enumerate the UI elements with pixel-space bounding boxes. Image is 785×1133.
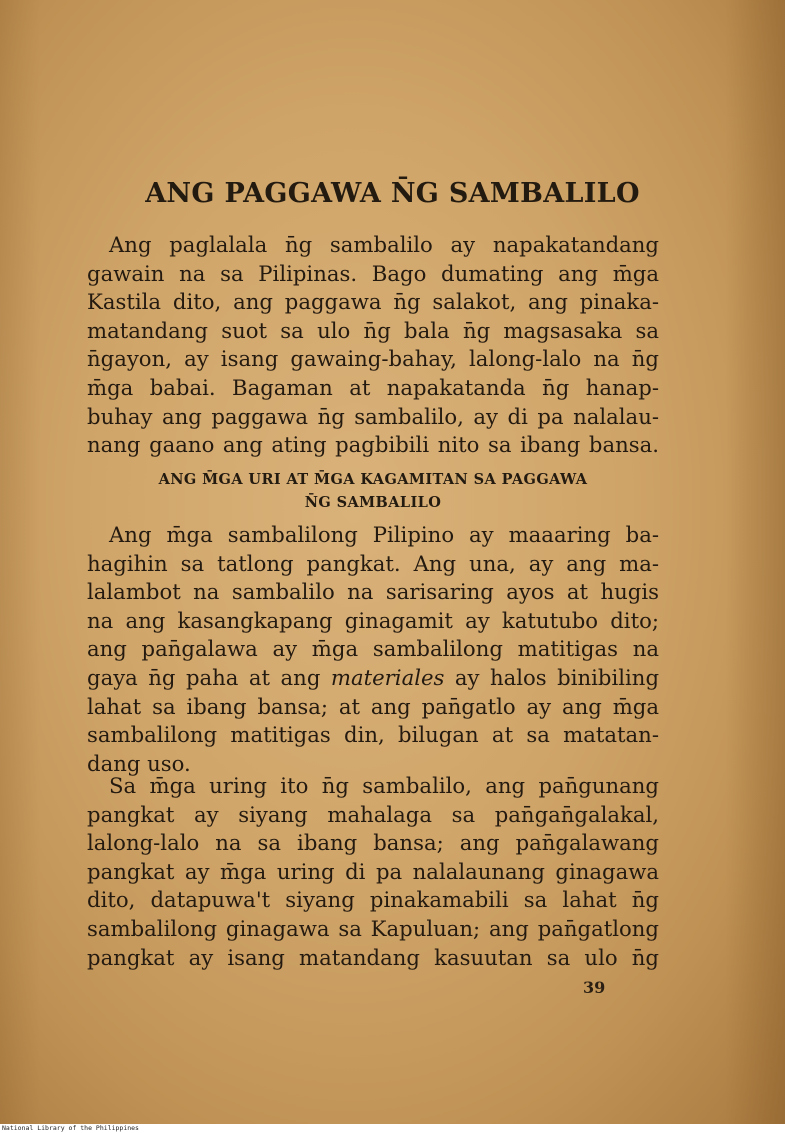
text-line: Sa m̄ga uring ito n̄g sambalilo, ang pan̄gunang (109, 773, 659, 798)
text-line-mixed (87, 664, 659, 693)
text-line: Ang m̄ga sambalilong Pilipino ay maaaring ba- (109, 522, 659, 547)
page-number: 39 (583, 978, 606, 997)
text-segment: ay halos binibiling (444, 664, 660, 690)
text-line: na ang kasangkapang ginagamit ay katutubo dito; (87, 607, 659, 633)
section-subheading (87, 468, 659, 514)
page-edge-shading (725, 0, 785, 1124)
text-line: pangkat ay m̄ga uring di pa nalalaunang ginagawa (87, 858, 659, 884)
text-line: lahat sa ibang bansa; at ang pan̄gatlo ay ang m̄ga (87, 693, 659, 719)
text-line: pangkat ay siyang mahalaga sa pan̄gan̄galakal, (87, 801, 659, 827)
text-line: Kastila dito, ang paggawa n̄g salakot, ang pinaka- (87, 289, 659, 315)
text-line: ang pan̄galawa ay m̄ga sambalilong matitigas na (87, 636, 659, 662)
subheading-line: ANG M̄GA URI AT M̄GA KAGAMITAN SA PAGGAWA (158, 471, 588, 488)
text-line: buhay ang paggawa n̄g sambalilo, ay di pa nalalau- (87, 403, 659, 429)
text-line: dang uso. (87, 750, 191, 776)
text-line: n̄gayon, ay isang gawaing-bahay, lalong-lalo na n̄g (87, 346, 659, 372)
text-line: matandang suot sa ulo n̄g bala n̄g magsasaka sa (87, 317, 659, 343)
text-segment: gaya n̄g paha at ang (87, 664, 331, 690)
paragraph-1 (87, 231, 659, 460)
paragraph-3 (87, 772, 659, 972)
text-line: Ang paglalala n̄g sambalilo ay napakatandang (109, 232, 659, 257)
text-line: sambalilong matitigas din, bilugan at sa matatan- (87, 722, 659, 748)
chapter-title: ANG PAGGAWA N̄G SAMBALILO (145, 178, 640, 209)
italic-term: materiales (330, 664, 445, 690)
paragraph-2 (87, 521, 659, 778)
text-line: sambalilong ginagawa sa Kapuluan; ang pan̄gatlong (87, 915, 659, 941)
library-credit: National Library of the Philippines (0, 1124, 785, 1133)
text-line: lalambot na sambalilo na sarisaring ayos at hugis (87, 579, 659, 605)
text-line: gawain na sa Pilipinas. Bago dumating ang m̄ga (87, 260, 659, 286)
text-line: pangkat ay isang matandang kasuutan sa ulo n̄g (87, 944, 659, 970)
page-left-shading (0, 0, 40, 1124)
text-line: hagihin sa tatlong pangkat. Ang una, ay ang ma- (87, 550, 659, 576)
text-line: dito, datapuwa't siyang pinakamabili sa lahat n̄g (87, 887, 659, 913)
text-line: nang gaano ang ating pagbibili nito sa ibang bansa. (87, 432, 659, 458)
subheading-line: N̄G SAMBALILO (304, 494, 442, 511)
text-line: m̄ga babai. Bagaman at napakatanda n̄g hanap- (87, 374, 659, 400)
text-line: lalong-lalo na sa ibang bansa; ang pan̄galawang (87, 830, 659, 856)
